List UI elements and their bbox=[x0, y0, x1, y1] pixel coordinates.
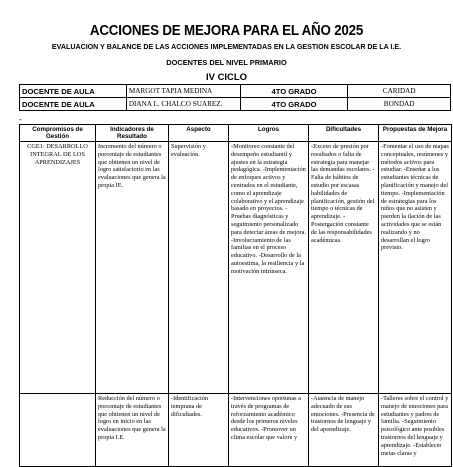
teacher-role: DOCENTE DE AULA bbox=[20, 85, 127, 98]
cell-propuestas: -Talleres sobre el control y manejo de emociones para estudiantes y padres de familia. -Seguimiento psicológico ante posibles trastornos del lenguaje y aprendizaje. -Establecer metas claras y bbox=[379, 394, 452, 467]
document-title: ACCIONES DE MEJORA PARA EL AÑO 2025 bbox=[89, 23, 364, 39]
header-aspecto: Aspecto bbox=[169, 125, 229, 142]
cell-propuestas: -Fomentar el uso de mapas conceptuales, resúmenes y métodos activos para estudiar. -Enseñar a los estudiantes técnicas de planificación y manejo del tiempo. -Implementación de estrategias para los niños que no asisten y pierden la ilación de las actividades que se están realizando y no desarrollan el logro previsto. bbox=[379, 142, 452, 394]
header-logros: Logros bbox=[229, 125, 309, 142]
teacher-name: DIANA L. CHALCO SUAREZ. bbox=[126, 98, 240, 111]
separator-mark: - bbox=[19, 115, 22, 124]
level-heading: DOCENTES DEL NIVEL PRIMARIO bbox=[166, 58, 287, 67]
cycle-heading: IV CICLO bbox=[206, 72, 247, 82]
teacher-grade: 4TO GRADO bbox=[240, 98, 348, 111]
teacher-row bbox=[20, 85, 451, 98]
teacher-value: BONDAD bbox=[348, 98, 451, 111]
document-subtitle: EVALUACION Y BALANCE DE LAS ACCIONES IMPLEMENTADAS EN LA GESTION ESCOLAR DE LA I.E. bbox=[51, 42, 402, 51]
teacher-value: CARIDAD bbox=[348, 85, 451, 98]
teacher-name: MARGOT TAPIA MEDINA bbox=[126, 85, 240, 98]
cell-logros: -Intervenciones oportunas a través de programas de reforzamiento académico desde los primeros niveles educativos. -Promover un clima escolar que valore y bbox=[229, 394, 309, 467]
cell-indicador: Reducción del número o porcentaje de estudiantes que obtienen un nivel de logro en inicio en las evaluaciones que genera la propia I.E. bbox=[96, 394, 169, 467]
teacher-row bbox=[20, 98, 451, 111]
teachers-table bbox=[19, 84, 451, 111]
table-row bbox=[20, 142, 452, 394]
cell-dificultades: -Ausencia de manejo adecuado de sus emociones. -Presencia de trastornos de lenguaje y del aprendizaje. bbox=[309, 394, 379, 467]
teacher-grade: 4TO GRADO bbox=[240, 85, 348, 98]
teacher-role: DOCENTE DE AULA bbox=[20, 98, 127, 111]
header-compromisos: Compromisos de Gestión bbox=[20, 125, 96, 142]
improvement-table bbox=[19, 124, 452, 467]
cell-compromiso bbox=[20, 394, 96, 467]
header-indicadores: Indicadores de Resultado bbox=[96, 125, 169, 142]
cell-indicador: Incremento del número o porcentaje de estudiantes que obtienen un nivel de logro satisfactorio en las evaluaciones que genera la propia IE. bbox=[96, 142, 169, 394]
table-header-row bbox=[20, 125, 452, 142]
cell-aspecto: Supervisión y evaluación. bbox=[169, 142, 229, 394]
cell-aspecto: -Identificación temprana de dificultades. bbox=[169, 394, 229, 467]
cell-compromiso: CGE1: DESARROLLO INTEGRAL DE LOS APRENDIZAJES bbox=[20, 142, 96, 394]
header-propuestas: Propuestas de Mejora bbox=[379, 125, 452, 142]
cell-logros: -Monitoreo constante del desempeño estudiantil y ajustes en la estrategia pedagógica. -Implementación de enfoques activos y centrados en el estudiante, como el aprendizaje colaborativo y el aprendizaje basado en proyectos. -Pruebas diagnósticas y seguimiento personalizado para detectar áreas de mejora. -Involucramiento de las familias en el proceso educativo. -Desarrollo de la autoestima, la resiliencia y la motivación intrínseca. bbox=[229, 142, 309, 394]
header-dificultades: Dificultades bbox=[309, 125, 379, 142]
table-row bbox=[20, 394, 452, 467]
cell-dificultades: -Exceso de presión por resultados o falta de estrategia para manejar las demandas escolares. -Falta de hábitos de estudio por escasas habilidades de planificación, gestión del tiempo o técnicas de aprendizaje. -Postergación constante de las responsabilidades académicas. bbox=[309, 142, 379, 394]
